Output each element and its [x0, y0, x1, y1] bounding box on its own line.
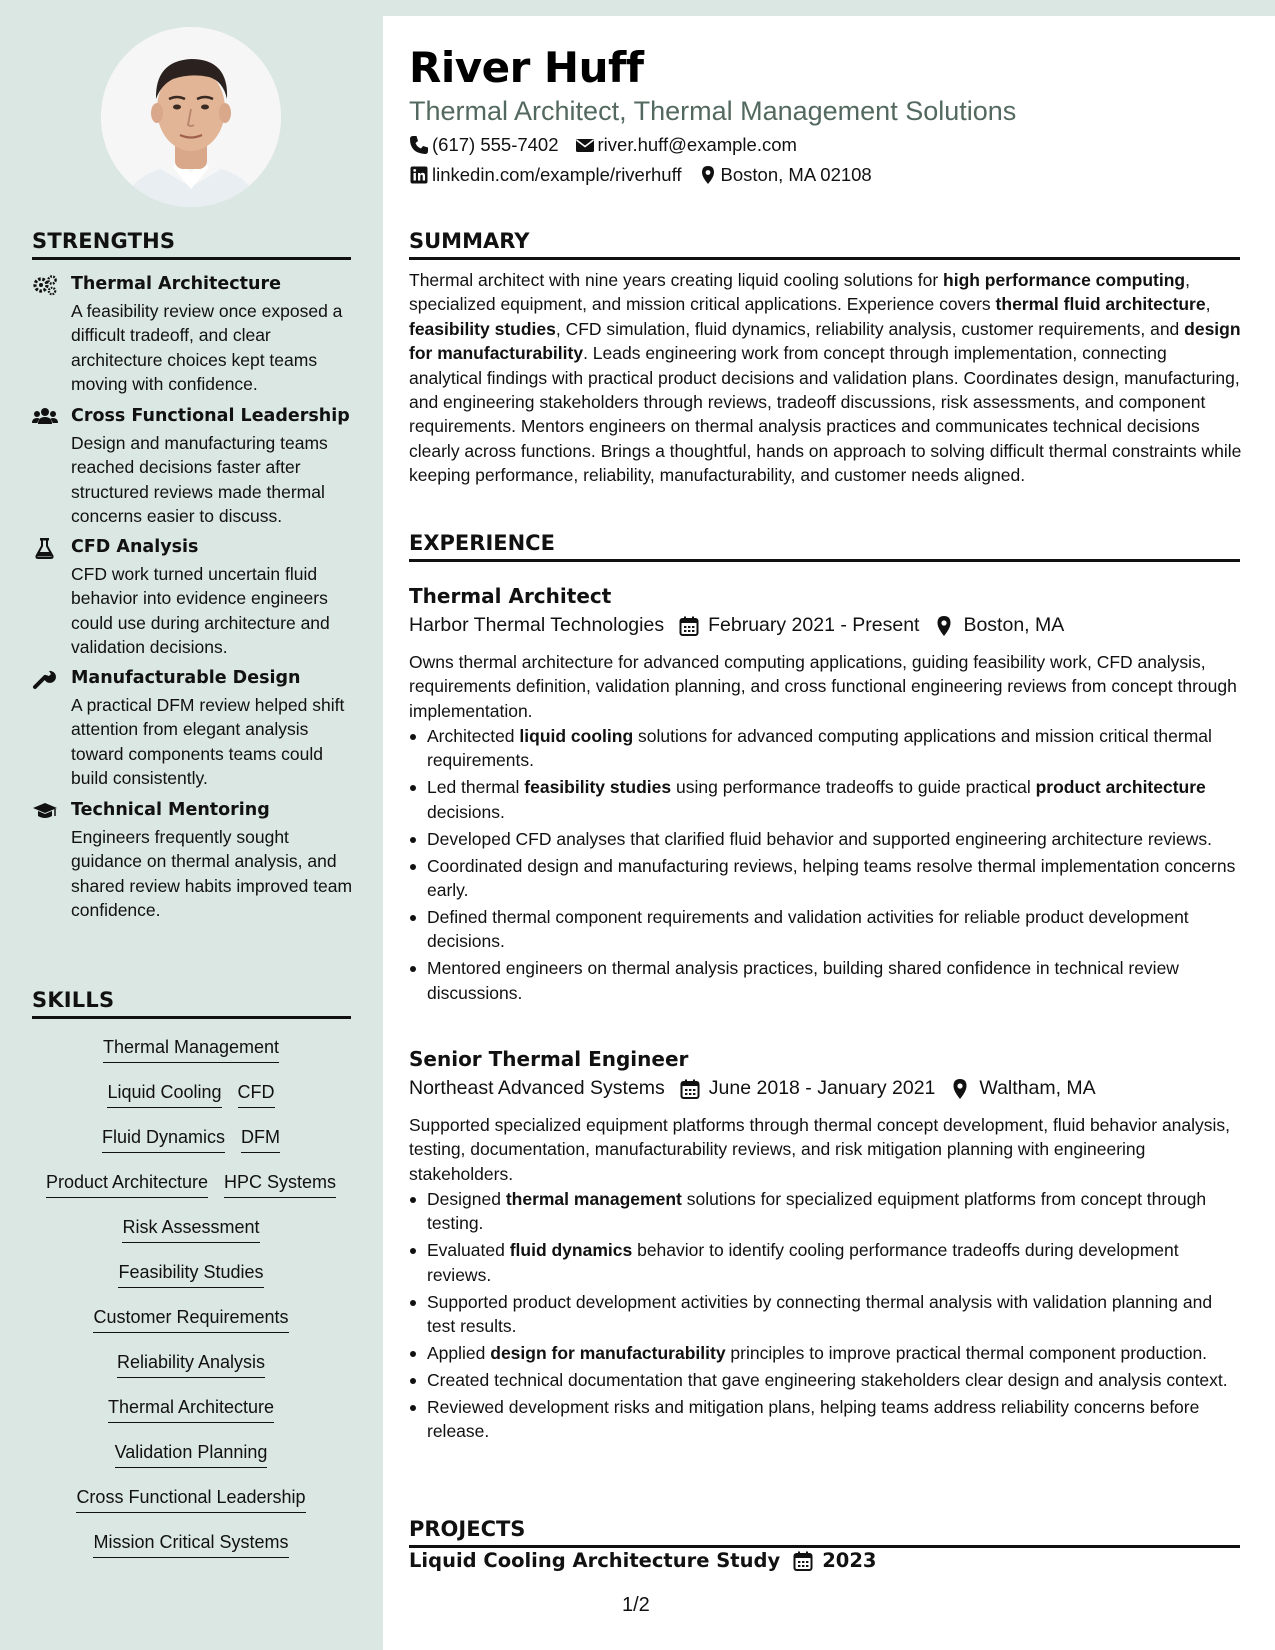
location-pin-icon	[933, 615, 955, 637]
projects-heading: PROJECTS	[409, 1517, 1240, 1548]
list-item: Architected liquid cooling solutions for advanced computing applications and mission critical thermal requirements.	[409, 724, 1244, 773]
summary-text: Thermal architect with nine years creating liquid cooling solutions for high performance computing, specialized equipment, and mission critical applications. Experience covers thermal fluid architecture, feasibility studies, CFD simulation, fluid dynamics, reliability analysis, customer requirements, and design for manufacturability. Leads engineering work from concept through implementation, connecting analytical findings with practical product decisions and validation plans. Coordinates design, manufacturing, and engineering stakeholders through reviews, tradeoff discussions, risk assessments, and component requirements. Mentors engineers on thermal analysis practices and communicates technical decisions clearly across functions. Brings a thoughtful, hands on approach to solving difficult thermal constraints while keeping performance, reliability, manufacturability, and customer needs aligned.	[409, 270, 1242, 486]
main-content	[383, 16, 1275, 1650]
gears-icon	[32, 274, 58, 296]
list-item: Reviewed development risks and mitigation plans, helping teams address reliability concerns before release.	[409, 1395, 1244, 1444]
skill-tag: Liquid Cooling	[107, 1081, 221, 1108]
list-item: Mentored engineers on thermal analysis practices, building shared confidence in technical review discussions.	[409, 956, 1244, 1005]
flask-icon	[32, 537, 58, 559]
job-location: Waltham, MA	[979, 1077, 1096, 1099]
calendar-icon	[678, 615, 700, 637]
strength-title: Thermal Architecture	[71, 274, 281, 294]
strength-description: Design and manufacturing teams reached decisions faster after structured reviews made thermal concerns easier to discuss.	[71, 433, 328, 526]
strength-description: A feasibility review once exposed a difficult tradeoff, and clear architecture choices kept teams moving with confidence.	[71, 301, 343, 394]
company-name: Harbor Thermal Technologies	[409, 614, 665, 636]
list-item: Evaluated fluid dynamics behavior to identify cooling performance tradeoffs during development reviews.	[409, 1238, 1244, 1287]
job-description: Owns thermal architecture for advanced computing applications, guiding feasibility work, CFD analysis, requirements definition, validation planning, and cross functional engineering reviews from concept through implementation.	[409, 652, 1237, 721]
strength-title: Cross Functional Leadership	[71, 406, 350, 426]
strength-description: Engineers frequently sought guidance on thermal analysis, and shared review habits improved team confidence.	[71, 827, 353, 920]
company-name: Northeast Advanced Systems	[409, 1077, 665, 1099]
location-pin-icon	[949, 1078, 971, 1100]
page-number: 1/2	[622, 1594, 650, 1616]
project-title: Liquid Cooling Architecture Study	[409, 1549, 781, 1572]
skill-tag: Feasibility Studies	[118, 1261, 263, 1288]
job-bullets	[409, 724, 1244, 1007]
skill-tag: Thermal Architecture	[108, 1396, 274, 1423]
list-item: Designed thermal management solutions for specialized equipment platforms from concept through testing.	[409, 1187, 1244, 1236]
location-text: Boston, MA 02108	[720, 164, 872, 185]
skill-tag: Product Architecture	[46, 1171, 208, 1198]
strength-title: CFD Analysis	[71, 537, 199, 557]
skill-tag: Reliability Analysis	[117, 1351, 265, 1378]
profile-photo	[101, 27, 281, 207]
job-bullets	[409, 1187, 1244, 1446]
list-item: Defined thermal component requirements and validation activities for reliable product development decisions.	[409, 905, 1244, 954]
job-title: Thermal Architect	[409, 584, 612, 608]
job-location: Boston, MA	[963, 614, 1065, 636]
list-item: Created technical documentation that gave engineering stakeholders clear design and analysis context.	[409, 1368, 1244, 1392]
list-item: Coordinated design and manufacturing reviews, helping teams resolve thermal implementation concerns early.	[409, 854, 1244, 903]
job-meta	[409, 614, 1064, 637]
phone-link[interactable]: (617) 555-7402	[432, 134, 559, 155]
email-link[interactable]: river.huff@example.com	[597, 134, 797, 155]
contact-row	[409, 164, 872, 186]
strengths-heading: STRENGTHS	[32, 229, 351, 260]
list-item: Supported product development activities by connecting thermal analysis with validation planning and test results.	[409, 1290, 1244, 1339]
job-dates: June 2018 - January 2021	[708, 1077, 936, 1099]
skill-tag: Cross Functional Leadership	[76, 1486, 305, 1513]
skill-tag: Thermal Management	[103, 1036, 279, 1063]
skill-tag: Fluid Dynamics	[102, 1126, 225, 1153]
skill-tag: HPC Systems	[224, 1171, 336, 1198]
sidebar	[0, 0, 383, 1650]
skills-heading: SKILLS	[32, 988, 351, 1019]
contact-row	[409, 134, 797, 156]
strength-description: CFD work turned uncertain fluid behavior into evidence engineers could use during architecture and validation decisions.	[71, 564, 330, 657]
skill-tag: Risk Assessment	[122, 1216, 259, 1243]
list-item: Applied design for manufacturability principles to improve practical thermal component production.	[409, 1341, 1244, 1365]
skill-tag: CFD	[238, 1081, 275, 1108]
job-dates: February 2021 - Present	[708, 614, 920, 636]
project-year: 2023	[822, 1549, 877, 1572]
job-headline: Thermal Architect, Thermal Management Solutions	[409, 96, 1017, 126]
calendar-icon	[679, 1078, 701, 1100]
strength-title: Technical Mentoring	[71, 800, 270, 820]
linkedin-link[interactable]: linkedin.com/example/riverhuff	[432, 164, 682, 185]
calendar-icon	[792, 1550, 814, 1572]
summary-heading: SUMMARY	[409, 229, 1240, 260]
project-item	[409, 1549, 876, 1572]
email-icon	[575, 135, 595, 155]
experience-heading: EXPERIENCE	[409, 531, 1240, 562]
job-title: Senior Thermal Engineer	[409, 1047, 689, 1071]
list-item: Developed CFD analyses that clarified fluid behavior and supported engineering architecture reviews.	[409, 827, 1244, 851]
strength-title: Manufacturable Design	[71, 668, 301, 688]
strength-description: A practical DFM review helped shift attention from elegant analysis toward components teams could build consistently.	[71, 695, 345, 788]
candidate-name: River Huff	[409, 43, 644, 92]
job-meta	[409, 1077, 1096, 1100]
phone-icon	[409, 135, 429, 155]
wrench-icon	[32, 668, 58, 690]
graduation-cap-icon	[32, 800, 58, 822]
skill-tag: DFM	[241, 1126, 280, 1153]
skill-tag: Validation Planning	[115, 1441, 268, 1468]
linkedin-icon	[409, 165, 429, 185]
list-item: Led thermal feasibility studies using performance tradeoffs to guide practical product architecture decisions.	[409, 775, 1244, 824]
job-description: Supported specialized equipment platforms through thermal concept development, fluid behavior analysis, testing, documentation, manufacturability reviews, and risk mitigation planning with engineering stakeholders.	[409, 1115, 1231, 1184]
skill-tag: Customer Requirements	[93, 1306, 288, 1333]
users-icon	[32, 406, 58, 428]
skills-list	[28, 1036, 354, 1576]
location-pin-icon	[698, 165, 718, 185]
skill-tag: Mission Critical Systems	[93, 1531, 288, 1558]
